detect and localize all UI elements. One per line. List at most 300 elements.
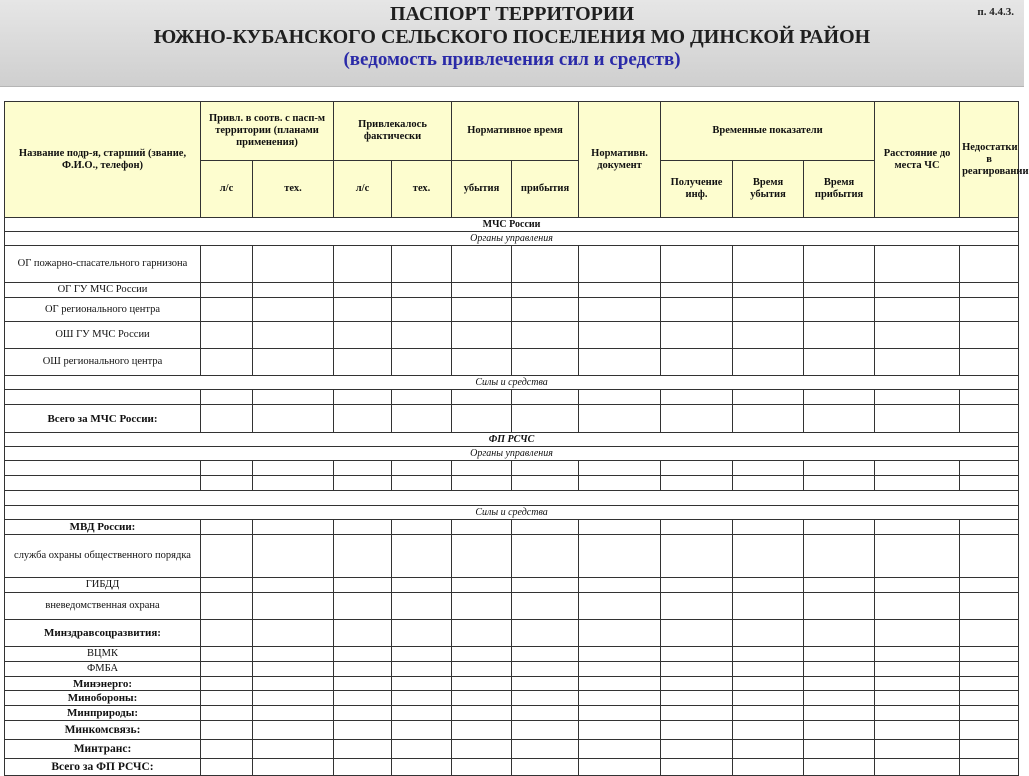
table-cell	[804, 349, 875, 376]
table-cell	[392, 476, 452, 491]
table-cell	[733, 246, 804, 283]
table-cell	[804, 461, 875, 476]
table-cell	[512, 677, 579, 691]
table-cell	[960, 298, 1019, 322]
table-cell	[452, 535, 512, 578]
table-cell	[661, 721, 733, 740]
table-cell	[875, 461, 960, 476]
table-cell	[960, 535, 1019, 578]
table-cell	[253, 322, 334, 349]
table-cell	[661, 298, 733, 322]
table-cell	[733, 520, 804, 535]
table-cell	[201, 322, 253, 349]
row-label: Минздравсоцразвития:	[5, 620, 201, 647]
table-cell	[875, 520, 960, 535]
table-row	[5, 246, 1019, 283]
table-cell	[960, 476, 1019, 491]
table-cell	[452, 759, 512, 776]
passport-table-wrapper	[4, 101, 1029, 776]
table-cell	[804, 535, 875, 578]
col-ubytiya: убытия	[452, 161, 512, 218]
table-cell	[960, 405, 1019, 433]
table-cell	[253, 390, 334, 405]
table-cell	[201, 405, 253, 433]
table-cell	[661, 520, 733, 535]
table-cell	[579, 620, 661, 647]
table-cell	[661, 535, 733, 578]
table-cell	[960, 706, 1019, 721]
table-cell	[201, 620, 253, 647]
table-row	[5, 677, 1019, 691]
table-cell	[579, 246, 661, 283]
table-cell	[661, 740, 733, 759]
table-cell	[661, 691, 733, 706]
table-cell	[579, 662, 661, 677]
table-cell	[579, 578, 661, 593]
table-cell	[201, 706, 253, 721]
table-cell	[733, 691, 804, 706]
subsection-row	[5, 232, 1019, 246]
col-nedostatki-header: Недостатки в реагировании	[960, 102, 1019, 218]
table-cell	[392, 535, 452, 578]
table-cell	[392, 461, 452, 476]
table-cell	[661, 647, 733, 662]
table-cell	[334, 390, 392, 405]
table-cell	[579, 349, 661, 376]
table-cell	[512, 706, 579, 721]
table-cell	[579, 647, 661, 662]
table-cell	[334, 620, 392, 647]
title-banner	[0, 0, 1024, 87]
total-row	[5, 405, 1019, 433]
table-cell	[201, 349, 253, 376]
table-cell	[334, 520, 392, 535]
table-cell	[392, 706, 452, 721]
table-cell	[512, 246, 579, 283]
table-cell	[960, 677, 1019, 691]
table-cell	[661, 706, 733, 721]
table-row	[5, 740, 1019, 759]
table-cell	[334, 706, 392, 721]
table-cell	[960, 390, 1019, 405]
table-cell	[392, 520, 452, 535]
table-cell	[733, 405, 804, 433]
table-cell	[804, 759, 875, 776]
table-cell	[733, 620, 804, 647]
table-cell	[392, 647, 452, 662]
table-cell	[334, 283, 392, 298]
table-cell	[253, 620, 334, 647]
table-cell	[201, 283, 253, 298]
subsection-organy-2: Органы управления	[5, 447, 1019, 461]
table-cell	[733, 662, 804, 677]
subsection-sily-2: Силы и средства	[5, 506, 1019, 520]
col-vremya-ubytiya: Время убытия	[733, 161, 804, 218]
table-cell	[452, 390, 512, 405]
table-cell	[804, 662, 875, 677]
table-cell	[201, 578, 253, 593]
table-cell	[334, 246, 392, 283]
table-row	[5, 578, 1019, 593]
subsection-row	[5, 447, 1019, 461]
table-cell	[452, 620, 512, 647]
table-cell	[579, 535, 661, 578]
table-cell	[661, 390, 733, 405]
table-cell	[452, 721, 512, 740]
table-cell	[334, 476, 392, 491]
table-cell	[875, 662, 960, 677]
table-cell	[452, 283, 512, 298]
table-cell	[875, 578, 960, 593]
table-cell	[733, 349, 804, 376]
row-label: МВД России:	[5, 520, 201, 535]
table-cell	[875, 535, 960, 578]
title-line-3: (ведомость привлечения сил и средств)	[343, 49, 681, 70]
table-row	[5, 298, 1019, 322]
row-label: служба охраны общественного порядка	[5, 535, 201, 578]
table-cell	[201, 476, 253, 491]
table-cell	[579, 721, 661, 740]
table-cell	[804, 246, 875, 283]
table-cell	[334, 593, 392, 620]
table-cell	[804, 620, 875, 647]
row-label: ВЦМК	[5, 647, 201, 662]
col-norm-doc-header: Нормативн. документ	[579, 102, 661, 218]
table-cell	[392, 322, 452, 349]
col-name-header: Название подр-я, старший (звание, Ф.И.О., телефон)	[5, 102, 201, 218]
table-cell	[733, 759, 804, 776]
table-row	[5, 691, 1019, 706]
col-norm-time-header: Нормативное время	[452, 102, 579, 161]
row-label: ОГ пожарно-спасательного гарнизона	[5, 246, 201, 283]
table-cell	[733, 283, 804, 298]
table-cell	[201, 677, 253, 691]
table-cell	[253, 677, 334, 691]
table-cell	[512, 759, 579, 776]
table-cell	[392, 620, 452, 647]
table-cell	[875, 246, 960, 283]
table-cell	[253, 647, 334, 662]
table-cell	[253, 759, 334, 776]
table-cell	[875, 647, 960, 662]
table-cell	[201, 691, 253, 706]
table-cell	[579, 476, 661, 491]
table-cell	[512, 461, 579, 476]
subsection-row	[5, 376, 1019, 390]
title-line-2: ЮЖНО-КУБАНСКОГО СЕЛЬСКОГО ПОСЕЛЕНИЯ МО ДИНСКОЙ РАЙОН	[153, 26, 871, 48]
table-cell	[5, 476, 201, 491]
table-cell	[579, 759, 661, 776]
table-cell	[661, 476, 733, 491]
table-cell	[661, 677, 733, 691]
table-row	[5, 322, 1019, 349]
row-label: ОГ ГУ МЧС России	[5, 283, 201, 298]
table-cell	[661, 283, 733, 298]
table-cell	[512, 390, 579, 405]
table-row	[5, 283, 1019, 298]
table-cell	[512, 322, 579, 349]
table-cell	[960, 461, 1019, 476]
table-cell	[512, 283, 579, 298]
table-cell	[253, 405, 334, 433]
table-cell	[733, 706, 804, 721]
table-cell	[661, 461, 733, 476]
table-cell	[334, 662, 392, 677]
table-cell	[960, 246, 1019, 283]
col-fakt-teh: тех.	[392, 161, 452, 218]
col-vremennye-header: Временные показатели	[661, 102, 875, 161]
table-cell	[253, 476, 334, 491]
table-cell	[804, 691, 875, 706]
table-row	[5, 476, 1019, 491]
table-cell	[960, 520, 1019, 535]
table-cell	[733, 476, 804, 491]
table-cell	[804, 740, 875, 759]
table-cell	[201, 246, 253, 283]
table-cell	[579, 405, 661, 433]
table-cell	[804, 593, 875, 620]
table-cell	[201, 740, 253, 759]
table-cell	[334, 578, 392, 593]
table-row	[5, 620, 1019, 647]
table-cell	[804, 647, 875, 662]
table-cell	[875, 677, 960, 691]
table-cell	[804, 476, 875, 491]
table-cell	[253, 283, 334, 298]
table-cell	[201, 520, 253, 535]
table-cell	[253, 349, 334, 376]
table-cell	[512, 647, 579, 662]
table-cell	[253, 662, 334, 677]
table-cell	[960, 322, 1019, 349]
table-row	[5, 535, 1019, 578]
table-cell	[512, 620, 579, 647]
table-cell	[334, 691, 392, 706]
table-cell	[875, 322, 960, 349]
table-row	[5, 647, 1019, 662]
table-cell	[960, 691, 1019, 706]
table-cell	[512, 721, 579, 740]
table-cell	[579, 706, 661, 721]
row-label: ГИБДД	[5, 578, 201, 593]
table-cell	[804, 706, 875, 721]
table-cell	[579, 691, 661, 706]
table-cell	[804, 721, 875, 740]
table-cell	[579, 520, 661, 535]
table-cell	[733, 578, 804, 593]
table-cell	[733, 461, 804, 476]
table-cell	[875, 706, 960, 721]
table-cell	[512, 691, 579, 706]
table-cell	[201, 721, 253, 740]
table-cell	[661, 322, 733, 349]
table-cell	[201, 593, 253, 620]
table-cell	[201, 461, 253, 476]
table-cell	[452, 322, 512, 349]
table-cell	[452, 298, 512, 322]
table-cell	[253, 520, 334, 535]
table-cell	[661, 349, 733, 376]
col-privl-teh: тех.	[253, 161, 334, 218]
table-cell	[334, 647, 392, 662]
table-cell	[661, 246, 733, 283]
table-cell	[579, 677, 661, 691]
table-cell	[579, 322, 661, 349]
table-cell	[875, 298, 960, 322]
table-row	[5, 390, 1019, 405]
table-cell	[512, 578, 579, 593]
table-cell	[804, 405, 875, 433]
table-row	[5, 706, 1019, 721]
table-cell	[201, 759, 253, 776]
table-cell	[661, 759, 733, 776]
table-cell	[733, 647, 804, 662]
table-row	[5, 520, 1019, 535]
subsection-row	[5, 506, 1019, 520]
col-poluchenie: Получение инф.	[661, 161, 733, 218]
table-cell	[452, 476, 512, 491]
table-cell	[733, 390, 804, 405]
table-cell	[334, 298, 392, 322]
page-reference: п. 4.4.3.	[977, 6, 1014, 18]
table-cell	[253, 461, 334, 476]
table-cell	[875, 691, 960, 706]
col-privl-ls: л/с	[201, 161, 253, 218]
section-row	[5, 433, 1019, 447]
table-cell	[334, 535, 392, 578]
table-cell	[334, 759, 392, 776]
table-cell	[875, 283, 960, 298]
table-cell	[253, 246, 334, 283]
table-cell	[452, 706, 512, 721]
table-cell	[512, 520, 579, 535]
col-privl-header: Привл. в соотв. с пасп-м территории (планами применения)	[201, 102, 334, 161]
table-cell	[875, 759, 960, 776]
title-block	[0, 3, 1024, 71]
table-cell	[512, 593, 579, 620]
table-cell	[875, 390, 960, 405]
table-cell	[960, 349, 1019, 376]
table-cell	[960, 740, 1019, 759]
table-cell	[960, 721, 1019, 740]
total-mchs-label: Всего за МЧС России:	[5, 405, 201, 433]
table-cell	[960, 647, 1019, 662]
table-row	[5, 491, 1019, 506]
table-cell	[875, 721, 960, 740]
table-cell	[5, 491, 1019, 506]
table-cell	[253, 691, 334, 706]
table-cell	[334, 405, 392, 433]
subsection-organy-1: Органы управления	[5, 232, 1019, 246]
table-cell	[452, 578, 512, 593]
row-label: вневедомственная охрана	[5, 593, 201, 620]
section-row	[5, 218, 1019, 232]
table-cell	[661, 578, 733, 593]
table-cell	[804, 520, 875, 535]
table-cell	[960, 662, 1019, 677]
table-cell	[804, 322, 875, 349]
table-cell	[5, 390, 201, 405]
table-cell	[452, 740, 512, 759]
table-cell	[334, 721, 392, 740]
table-cell	[579, 461, 661, 476]
table-cell	[875, 620, 960, 647]
table-cell	[733, 298, 804, 322]
total-fp-label: Всего за ФП РСЧС:	[5, 759, 201, 776]
table-cell	[661, 405, 733, 433]
row-label: ФМБА	[5, 662, 201, 677]
table-cell	[392, 349, 452, 376]
table-row	[5, 721, 1019, 740]
table-cell	[392, 691, 452, 706]
table-cell	[733, 721, 804, 740]
table-cell	[5, 461, 201, 476]
table-cell	[253, 706, 334, 721]
table-cell	[334, 740, 392, 759]
col-rasstoyanie-header: Расстояние до места ЧС	[875, 102, 960, 218]
row-label: ОШ ГУ МЧС России	[5, 322, 201, 349]
table-cell	[733, 677, 804, 691]
table-cell	[804, 283, 875, 298]
table-cell	[512, 349, 579, 376]
table-cell	[960, 620, 1019, 647]
table-cell	[253, 535, 334, 578]
table-cell	[253, 578, 334, 593]
table-cell	[804, 578, 875, 593]
table-cell	[334, 322, 392, 349]
table-cell	[452, 593, 512, 620]
table-cell	[960, 759, 1019, 776]
table-cell	[512, 476, 579, 491]
table-cell	[392, 578, 452, 593]
col-vremya-pribytiya: Время прибытия	[804, 161, 875, 218]
table-cell	[253, 721, 334, 740]
table-cell	[512, 535, 579, 578]
table-cell	[960, 283, 1019, 298]
table-cell	[875, 740, 960, 759]
title-line-1: ПАСПОРТ ТЕРРИТОРИИ	[390, 3, 634, 25]
table-cell	[452, 461, 512, 476]
table-cell	[201, 390, 253, 405]
table-cell	[392, 283, 452, 298]
table-cell	[875, 405, 960, 433]
table-row	[5, 349, 1019, 376]
table-cell	[201, 535, 253, 578]
table-cell	[392, 721, 452, 740]
table-cell	[392, 298, 452, 322]
table-cell	[875, 349, 960, 376]
table-cell	[452, 691, 512, 706]
table-cell	[804, 298, 875, 322]
table-cell	[512, 298, 579, 322]
table-cell	[733, 322, 804, 349]
row-label: Минтранс:	[5, 740, 201, 759]
section-fp-rschs: ФП РСЧС	[5, 433, 1019, 447]
table-cell	[512, 405, 579, 433]
table-cell	[392, 390, 452, 405]
table-cell	[579, 298, 661, 322]
table-cell	[201, 647, 253, 662]
table-cell	[875, 593, 960, 620]
table-cell	[392, 759, 452, 776]
table-cell	[733, 593, 804, 620]
table-cell	[579, 283, 661, 298]
table-row	[5, 662, 1019, 677]
total-row	[5, 759, 1019, 776]
table-cell	[512, 740, 579, 759]
table-cell	[392, 246, 452, 283]
passport-table	[4, 101, 1029, 776]
